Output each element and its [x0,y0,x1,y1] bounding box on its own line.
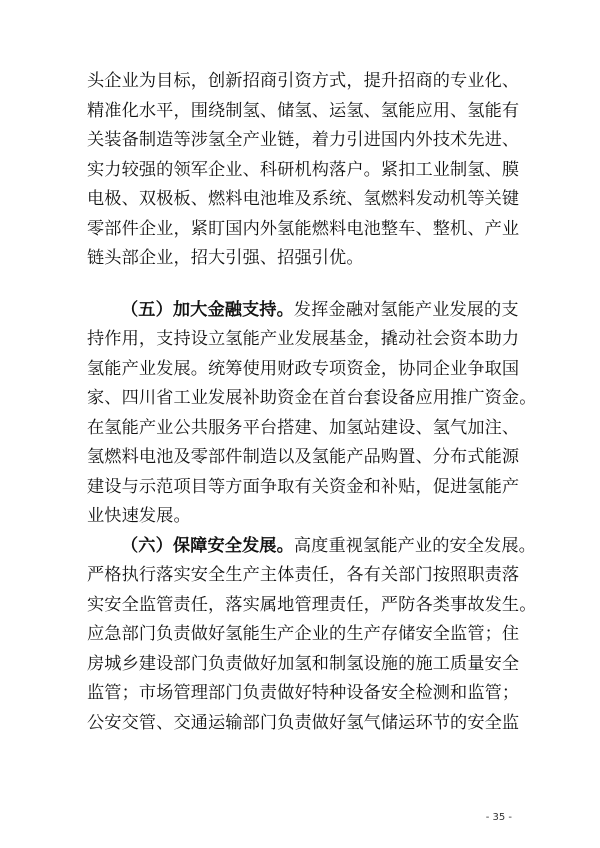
section-heading-financial-support: （五）加大金融支持。 [121,299,294,320]
text-line: 房城乡建设部门负责做好加氢和制氢设施的施工质量安全 [87,653,520,674]
text-line: 应急部门负责做好氢能生产企业的生产存储安全监管；住 [87,624,520,644]
body-text [87,67,537,738]
paragraph-investment [87,67,520,274]
paragraph-financial-support [87,296,537,532]
text-line: 精准化水平，围绕制氢、储氢、运氢、氢能应用、氢能有 [87,100,520,121]
text-line: 严格执行落实安全生产主体责任，各有关部门按照职责落 [87,565,520,585]
text-line: 实安全监管责任，落实属地管理责任，严防各类事故发生。 [87,594,537,615]
text-run: 高度重视氢能产业的安全发展。 [293,535,536,556]
paragraph-safety [87,532,537,739]
text-line: 监管；市场管理部门负责做好特种设备安全检测和监管； [87,683,520,703]
text-line: 氢燃料电池及零部件制造以及氢能产品购置、分布式能源 [87,447,520,467]
section-heading-safety: （六）保障安全发展。 [121,535,294,556]
text-line: 持作用，支持设立氢能产业发展基金，撬动社会资本助力 [87,329,520,349]
text-line: 公安交管、交通运输部门负责做好氢气储运环节的安全监 [87,712,520,733]
text-line: 氢能产业发展。统筹使用财政专项资金，协同企业争取国 [87,358,520,379]
text-line: 零部件企业，紧盯国内外氢能燃料电池整车、整机、产业 [87,218,520,239]
text-line: 家、四川省工业发展补助资金在首台套设备应用推广资金。 [87,388,537,408]
text-line [87,296,517,326]
text-line: 在氢能产业公共服务平台搭建、加氢站建设、氢气加注、 [87,417,520,438]
text-line: 实力较强的领军企业、科研机构落户。紧扣工业制氢、膜 [87,159,520,180]
text-line: 头企业为目标，创新招商引资方式，提升招商的专业化、 [87,71,520,91]
page-number: - 35 - [485,812,512,823]
text-line: 建设与示范项目等方面争取有关资金和补贴，促进氢能产 [87,476,520,497]
text-line [87,532,536,562]
text-line: 关装备制造等涉氢全产业链，着力引进国内外技术先进、 [87,130,520,150]
text-line: 电极、双极板、燃料电池堆及系统、氢燃料发动机等关键 [87,189,520,209]
text-line: 业快速发展。 [87,506,191,526]
text-line: 链头部企业，招大引强、招强引优。 [87,248,364,268]
text-run: 发挥金融对氢能产业发展的支 [293,299,519,320]
